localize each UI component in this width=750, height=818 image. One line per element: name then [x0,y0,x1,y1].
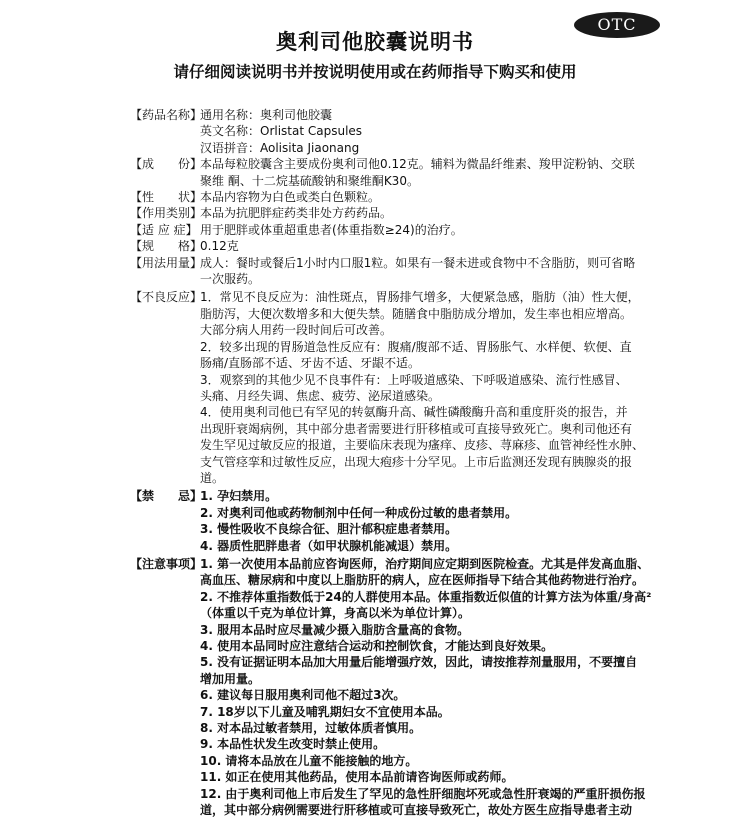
text-line: 通用名称：奥利司他胶囊 [200,108,333,122]
section-label: 【注意事项】 [130,556,203,571]
document-title: 奥利司他胶囊说明书 [276,30,474,54]
text-line: 用于肥胖或体重超重患者(体重指数≥24)的治疗。 [200,222,463,237]
text-line: 高血压、糖尿病和中度以上脂肪肝的病人，应在医师指导下结合其他药物进行治疗。 [200,573,645,588]
text-line: 1．常见不良反应为：油性斑点，胃肠排气增多，大便紧急感，脂肪（油）性大便， [200,290,640,305]
section-label: 【规 格】 [130,239,203,254]
text-line: 4．使用奥利司他已有罕见的转氨酶升高、碱性磷酸酶升高和重度肝炎的报告，并 [200,405,628,420]
section-label: 【药品名称】 [130,108,203,122]
section-label: 【不良反应】 [130,290,203,305]
text-line: 5. 没有证据证明本品加大用量后能增强疗效，因此，请按推荐剂量服用，不要擅自 [200,655,638,670]
text-line: 1. 孕妇禁用。 [200,489,278,504]
text-line: 本品内容物为白色或类白色颗粒。 [200,190,381,205]
section-usage [130,255,636,288]
otc-badge: OTC [574,12,660,38]
text-line: 11. 如正在使用其他药品，使用本品前请咨询医师或药师。 [200,770,514,785]
text-line: 肠痛/直肠部不适、牙齿不适、牙龈不适。 [200,356,421,371]
section-composition [130,156,635,189]
text-line: 本品为抗肥胖症药类非处方药药品。 [200,206,393,221]
text-line: 2. 不推荐体重指数低于24的人群使用本品。体重指数近似值的计算方法为体重/身高² [200,589,652,604]
section-category [130,205,630,221]
text-line: （体重以千克为单位计算，身高以米为单位计算）。 [200,606,471,621]
section-label: 【适 应 症】 [130,222,198,237]
text-line: 成人：餐时或餐后1小时内口服1粒。如果有一餐未进或食物中不含脂肪，则可省略 [200,255,636,270]
text-line: 脂肪泻，大便次数增多和大便失禁。随膳食中脂肪成分增加，发生率也相应增高。 [200,306,633,321]
section-indication [130,222,630,238]
text-line: 4. 使用本品同时应注意结合运动和控制饮食，才能达到良好效果。 [200,639,554,653]
leaflet-body [130,107,652,818]
text-line: 支气管痉挛和过敏性反应，出现大疱疹十分罕见。上市后监测还发现有胰腺炎的报 [200,454,633,469]
section-character [130,189,630,205]
text-line: 0.12克 [200,239,239,254]
text-line: 12. 由于奥利司他上市后发生了罕见的急性肝细胞坏死或急性肝衰竭的严重肝损伤报 [200,786,646,801]
text-line: 8. 对本品过敏者禁用，过敏体质者慎用。 [200,721,422,736]
section-label: 【性 状】 [130,190,203,205]
section-adverse-reactions [130,289,645,486]
text-line: 一次服药。 [200,272,261,287]
text-line: 3. 慢性吸收不良综合征、胆汁郁积症患者禁用。 [200,522,458,537]
text-line: 出现肝衰竭病例，其中部分患者需要进行肝移植或可直接导致死亡。奥利司他还有 [200,421,633,436]
section-label: 【用法用量】 [130,255,203,270]
text-line: 2. 对奥利司他或药物制剂中任何一种成份过敏的患者禁用。 [200,505,518,520]
section-precautions [130,556,652,818]
text-line: 道。 [200,470,225,485]
text-line: 道，其中部分病例需要进行肝移植或可直接导致死亡，故处方医生应指导患者主动 [200,803,633,818]
text-line: 3．观察到的其他少见不良事件有：上呼吸道感染、下呼吸道感染、流行性感冒、 [200,372,628,387]
section-drug-name [130,107,630,156]
text-line: 英文名称：Orlistat Capsules [200,124,363,139]
text-line: 3. 服用本品时应尽量减少摄入脂肪含量高的食物。 [200,622,470,637]
text-line: 聚维 酮、十二烷基硫酸钠和聚维酮K30。 [200,173,419,188]
text-line: 大部分病人用药一段时间后可改善。 [200,323,393,338]
section-label: 【成 份】 [130,157,203,172]
text-line: 增加用量。 [200,671,261,686]
section-contraindications [130,488,630,554]
text-line: 4. 器质性肥胖患者（如甲状腺机能减退）禁用。 [200,538,458,553]
section-label: 【禁 忌】 [130,489,203,504]
text-line: 汉语拼音：Aolisita Jiaonang [200,140,360,155]
text-line: 7. 18岁以下儿童及哺乳期妇女不宜使用本品。 [200,704,450,719]
text-line: 本品每粒胶囊含主要成份奥利司他0.12克。辅料为微晶纤维素、羧甲淀粉钠、交联 [200,157,635,172]
text-line: 发生罕见过敏反应的报道，主要临床表现为瘙痒、皮疹、荨麻疹、血管神经性水肿、 [200,438,645,453]
text-line: 9. 本品性状发生改变时禁止使用。 [200,737,386,752]
text-line: 1. 第一次使用本品前应咨询医师，治疗期间应定期到医院检查。尤其是伴发高血脂、 [200,556,650,571]
text-line: 头痛、月经失调、焦虑、疲劳、泌尿道感染。 [200,388,441,403]
section-specification [130,238,630,254]
text-line: 2．较多出现的胃肠道急性反应有：腹痛/腹部不适、胃肠胀气、水样便、软便、直 [200,339,632,354]
document-subtitle: 请仔细阅读说明书并按说明使用或在药师指导下购买和使用 [173,63,577,81]
text-line: 6. 建议每日服用奥利司他不超过3次。 [200,688,406,703]
section-label: 【作用类别】 [130,206,203,221]
text-line: 10. 请将本品放在儿童不能接触的地方。 [200,753,418,768]
